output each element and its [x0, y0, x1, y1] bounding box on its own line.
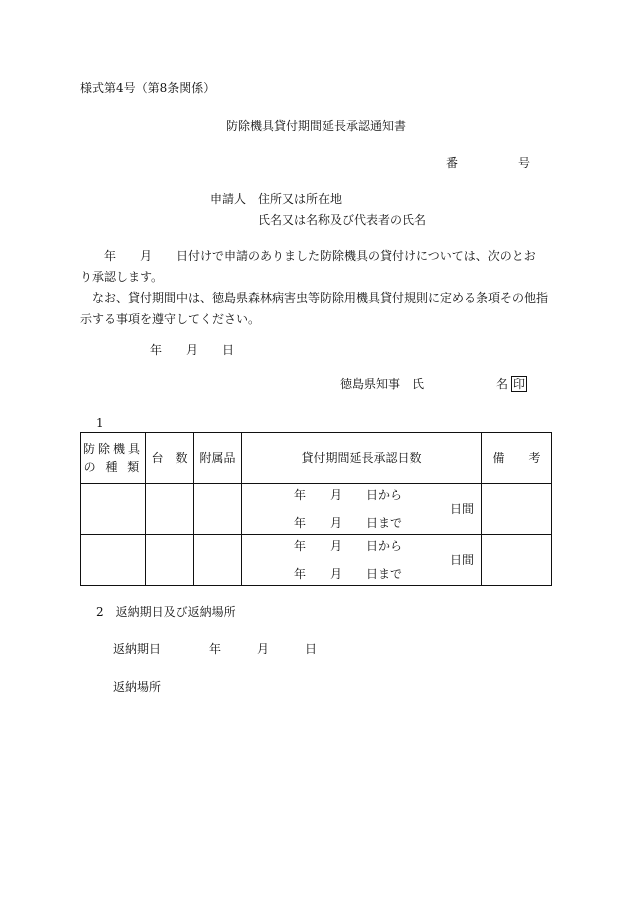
header-accessories: 附属品: [194, 433, 242, 484]
paragraph2-line1: なお、貸付期間中は、徳島県森林病害虫等防除用機具貸付規則に定める条項その他指: [80, 291, 549, 305]
signature-line: [340, 376, 527, 392]
applicant-address-label: 住所又は所在地: [258, 192, 343, 206]
seal-mark: 印: [513, 377, 526, 391]
header-kind-line1: 防除機具: [82, 442, 143, 456]
issuer-name: 徳島県知事 氏 名: [340, 377, 509, 391]
document-title: 防除機具貸付期間延長承認通知書: [226, 119, 407, 133]
header-remarks: 備 考: [482, 433, 552, 484]
period-to: 年 月 日まで: [294, 516, 403, 530]
period-from: 年 月 日から: [294, 539, 403, 553]
return-date-value: 年 月 日: [209, 642, 318, 656]
section2-heading: 2 返納期日及び返納場所: [96, 605, 236, 619]
paragraph1-line1: 年 月 日付けで申請のありました防除機具の貸付けについては、次のとお: [80, 249, 536, 263]
header-extension-days: 貸付期間延長承認日数: [242, 433, 482, 484]
paragraph2-line2: 示する事項を遵守してください。: [80, 312, 261, 326]
document-number-line: 番 号: [446, 156, 531, 170]
applicant-label: 申請人: [210, 192, 247, 206]
form-number: 様式第4号（第8条関係）: [80, 81, 216, 95]
cell-extension-period[interactable]: [242, 535, 482, 586]
period-from: 年 月 日から: [294, 488, 403, 502]
period-days-label: 日間: [450, 553, 475, 567]
cell-kind[interactable]: [81, 484, 146, 535]
cell-count[interactable]: [146, 535, 194, 586]
equipment-table: [80, 432, 552, 586]
period-to: 年 月 日まで: [294, 567, 403, 581]
cell-extension-period[interactable]: [242, 484, 482, 535]
return-date-label: 返納期日: [113, 642, 162, 656]
notice-date: 年 月 日: [150, 343, 235, 357]
applicant-name-label: 氏名又は名称及び代表者の氏名: [258, 213, 427, 227]
table-header-row: [81, 433, 552, 484]
header-kind-line2: の 種 類: [83, 460, 143, 474]
period-days-label: 日間: [450, 502, 475, 516]
return-place-label: 返納場所: [113, 680, 162, 694]
cell-kind[interactable]: [81, 535, 146, 586]
cell-accessories[interactable]: [194, 484, 242, 535]
cell-count[interactable]: [146, 484, 194, 535]
section1-number: 1: [96, 416, 104, 430]
header-equipment-kind: [81, 433, 146, 484]
cell-accessories[interactable]: [194, 535, 242, 586]
header-count: 台 数: [146, 433, 194, 484]
table-row: [81, 484, 552, 535]
cell-remarks[interactable]: [482, 535, 552, 586]
approval-paragraph: [80, 246, 560, 330]
cell-remarks[interactable]: [482, 484, 552, 535]
paragraph1-line2: り承認します。: [80, 270, 164, 284]
table-row: [81, 535, 552, 586]
